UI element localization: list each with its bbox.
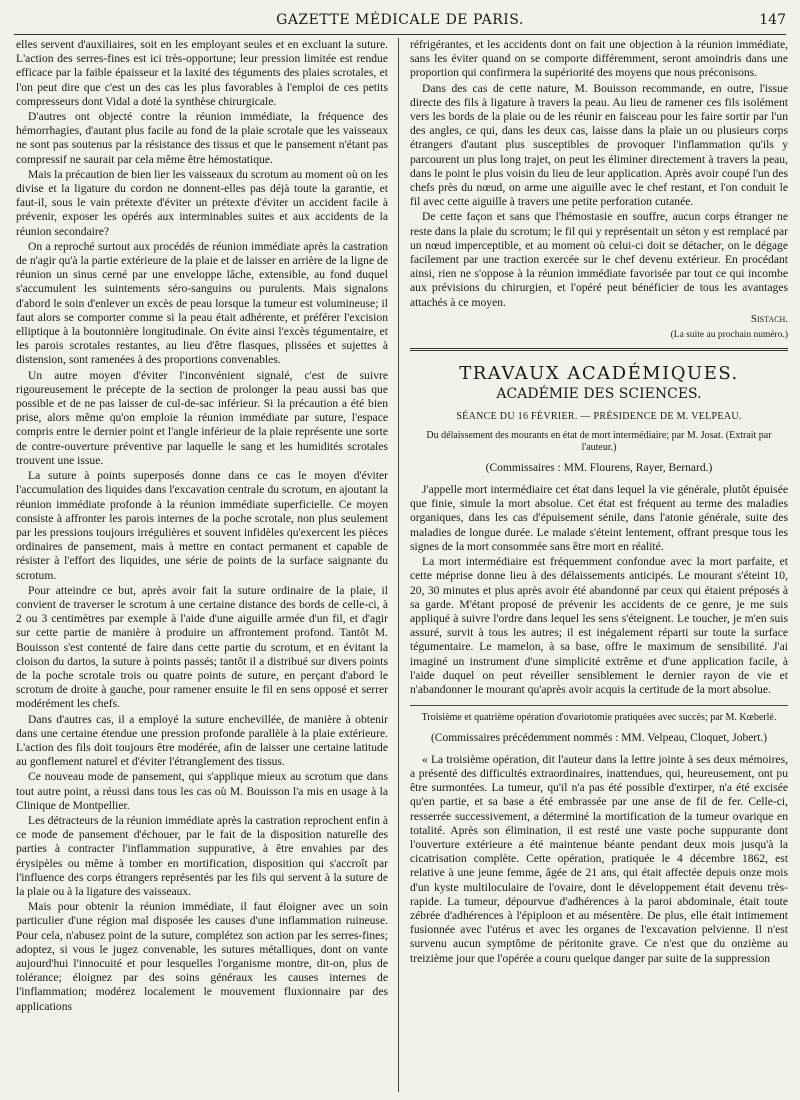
paragraph: « La troisième opération, dit l'auteur dans la lettre jointe à ses deux mémoires, a présenté des difficultés extraordinaires, inattendues, qui, heureusement, ont pu être surmontées. La tumeur, qu'il n'a pas été possible d'extirper, n'a été excisée qu'en partie, et sa base a été embrassée par une anse de fil de fer. Celle-ci, resserrée successivement, a déterminé la mortification de la tumeur ovarique en totalité. Après son élimination, il est resté une vaste poche suppurante dont l'ouverture extérieure a été maintenue béante pendant deux mois jusqu'à la cicatrisation complète. Cette opération, pratiquée le 4 décembre 1862, est relative à une jeune femme, âgée de 21 ans, qui était affectée depuis onze mois d'un kyste multiloculaire de l'ovaire, dont le développement était devenu très-rapide. La tumeur, dépourvue d'adhérences à la paroi abdominale, était toute zébrée d'adhérences à l'épiploon et au mésentère. De plus, elle était intimement fusionnée avec l'utérus et avec les organes de l'excavation pelvienne. Il n'est survenu aucun symptôme de péritonite grave. Ce n'est que du onzième au treizième jour que l'opérée a couru quelque danger par suite de la suppression	[410, 752, 788, 965]
author-signature: Sistach.	[750, 312, 788, 325]
paragraph: J'appelle mort intermédiaire cet état dans lequel la vie générale, plutôt épuisée que finie, simule la mort absolue. Cet état est fréquent au terme des maladies organiques, dans les cas d'épuisement sénile, dans l'atonie générale, suite des maladies de longue durée. Le malade s'éteint lentement, offrant presque tous les signes de la mort consommée sans être mort en réalité.	[410, 483, 788, 553]
paragraph: La suture à points superposés donne dans ce cas le moyen d'éviter l'accumulation des liquides dans l'excavation centrale du scrotum, en ajoutant la réunion immédiate profonde à la réunion immédiate superficielle. Ce moyen consiste à affronter les parois internes de la poche scrotale, non plus seulement par les pressions toujours irrégulières et souvent infidèles qu'exercent les pièces ordinaires de pansement, mais à mettre en contact permanent et capable de résister à l'effort des liquides, une série de points de la surface saignante du scrotum.	[16, 469, 388, 582]
paragraph: La mort intermédiaire est fréquemment confondue avec la mort parfaite, et cette méprise donne lieu à des délaissements anticipés. Le mourant s'éteint 10, 20, 30 minutes et plus après avoir été abandonné par ceux qui étaient préposés à sa garde. M'étant proposé de prévenir les accidents de ce genre, je me suis appliqué à suivre l'ordre dans lequel les sens s'éteignent. Le toucher, je m'en suis assuré, survit à tous les autres; il est inégalement réparti sur toute la surface tégumentaire. Le mamelon, à sa base, offre le maximum de sensibilité. J'ai imaginé un instrument d'une simplicité extrême et d'une application facile, à l'aide duquel on peut réveiller sensiblement le dernier rayon de vie et n'abandonner le mourant qu'après avoir acquis la certitude de la mort absolue.	[410, 555, 788, 696]
section-title: TRAVAUX ACADÉMIQUES.	[459, 363, 739, 385]
paragraph: Dans d'autres cas, il a employé la suture enchevillée, de manière à obtenir dans une certaine étendue une pression profonde parallèle à la plaie extérieure. L'action des fils doit toujours être modérée, afin de laisser une certaine latitude au gonflement naturel et d'éviter l'étranglement des tissus.	[16, 712, 388, 769]
commission-line: (Commissaires précédemment nommés : MM. Velpeau, Cloquet, Jobert.)	[430, 731, 768, 744]
page-header	[14, 10, 786, 35]
journal-title: GAZETTE MÉDICALE DE PARIS.	[276, 12, 524, 28]
continuation-note: (La suite au prochain numéro.)	[670, 330, 788, 341]
memoir-separator	[410, 705, 788, 706]
paragraph: Pour atteindre ce but, après avoir fait la suture ordinaire de la plaie, il convient de traverser le scrotum à une certaine distance des bords de celle-ci, à 2 ou 3 centimètres par exemple à l'aide d'une aiguille armée d'un fil, et d'agir sur cette partie de manière à produire un affrontement profond. Tantôt M. Bouisson s'est contenté de faire dans cette partie du scrotum, et en évitant la cloison du dartos, la suture à points passés; tantôt il a distribué sur divers points de la poche scrotale trois ou quatre points de suture, en perçant d'abord le scrotum de droite à gauche, pour ramener ensuite le fil en sens opposé et serrer modérément les chefs.	[16, 583, 388, 711]
paragraph: De cette façon et sans que l'hémostasie en souffre, aucun corps étranger ne reste dans la plaie du scrotum; le fil qui y représentait un séton y est remplacé par un nœud imperceptible, et au moment où celui-ci doit se détacher, on le dégage facilement par une traction exercée sur le chef devenu extérieur. En procédant ainsi, rien ne s'oppose à la réunion immédiate favorisée par tout ce qui incombe aux prévisions du chirurgien, et l'opéré peut bénéficier de tous les avantages attachés à ce moyen.	[410, 210, 788, 309]
memoir-title: Troisième et quatrième opération d'ovariotomie pratiquées avec succès; par M. Kœberlé.	[421, 712, 777, 724]
paragraph: Mais la précaution de bien lier les vaisseaux du scrotum au moment où on les divise et la ligature du cordon ne donnent-elles pas déjà toute la garantie, et faut-il, sous le vain prétexte d'éviter un prétexte d'éviter un accident facile à prévenir, exposer les opérés aux interminables suites et aux accidents de la réunion secondaire?	[16, 167, 388, 238]
seance-line: SÉANCE DU 16 FÉVRIER. — PRÉSIDENCE DE M. VELPEAU.	[456, 410, 742, 422]
memoir-title: Du délaissement des mourants en état de mort intermédiaire; par M. Josat. (Extrait par l'auteur.)	[426, 429, 772, 454]
paragraph: elles servent d'auxiliaires, soit en les employant seules et en excluant la suture. L'action des serres-fines est ici très-opportune; leur pression limitée est rendue efficace par la faible épaisseur et la laxité des téguments des plaies scrotales, et l'on peut dire que c'est un des cas les plus favorables à l'emploi de ces petits compresseurs dont Vidal a doté la synthèse chirurgicale.	[16, 38, 388, 108]
paragraph: réfrigérantes, et les accidents dont on fait une objection à la réunion immédiate, sans les éviter quand on se comporte différemment, seront amoindris dans une proportion qui confirmera la supériorité des moyens que nous préconisons.	[410, 38, 788, 80]
right-column	[410, 38, 788, 1092]
paragraph: D'autres ont objecté contre la réunion immédiate, la fréquence des hémorrhagies, d'autant plus facile au fond de la plaie scrotale que les vaisseaux ne sont pas soutenus par la résistance des tissus et que le pansement n'étant pas compressif ne saurait par cela même être hémostatique.	[16, 110, 388, 166]
section-subtitle: ACADÉMIE DES SCIENCES.	[496, 386, 702, 403]
paragraph: On a reproché surtout aux procédés de réunion immédiate après la castration de n'agir qu'à la partie extérieure de la plaie et de laisser en arrière de la ligne de réunion un sinus cerné par une enveloppe lâche, extensible, au fond duquel s'accumulent les suintements séro-sanguins ou purulents. Mais signalons d'abord le soin d'enlever un excès de peau lorsque la tumeur est volumineuse; il faut alors se comporter comme si la peau était adhérente, et préférer l'excision elliptique à la boutonnière longitudinale. On évite ainsi l'excès tégumentaire, et les parois scrotales restantes, au lieu d'être flasques, plissées et sujettes à distension, sont ramenées à des proportions convenables.	[16, 239, 388, 367]
paragraph: Ce nouveau mode de pansement, qui s'applique mieux au scrotum que dans tout autre point, a réussi dans tous les cas où M. Bouisson l'a mis en usage à la Clinique de Montpellier.	[16, 770, 388, 812]
column-divider	[398, 38, 399, 1092]
paragraph: Un autre moyen d'éviter l'inconvénient signalé, c'est de suivre rigoureusement le précepte de la section de prolonger la peau aussi bas que possible et de ne pas laisser de cul-de-sac inférieur. Si la précaution a été bien prise, alors même qu'on emploie la réunion immédiate par suture, l'espace compris entre le dernier point et l'angle inférieur de la plaie représente une sorte de contre-ouverture préventive par laquelle le sang et les humidités scrotales trouvent une issue.	[16, 368, 388, 467]
paragraph: Les détracteurs de la réunion immédiate après la castration reprochent enfin à ce mode de pansement d'échouer, par le fait de la disposition naturelle des parties à contracter l'inflammation suppurative, à être envahies par des érysipèles ou même à tomber en mortification, disposition qui s'accroît par l'influence des corps étrangers représentés par les fils qui servent à la suture de la plaie ou à la ligature des vaisseaux.	[16, 813, 388, 898]
left-column	[16, 38, 388, 1092]
paragraph: Dans des cas de cette nature, M. Bouisson recommande, en outre, l'issue directe des fils à ligature à travers la peau. Au lieu de ramener ces fils isolément vers les bords de la plaie ou de les réunir en faisceau pour les faire sortir par l'un des angles, ce qui, dans les deux cas, laisse dans la plaie un ou plusieurs corps étrangers d'autant plus susceptibles de provoquer l'inflammation qu'ils y parcourent un plus long trajet, on peut les éliminer directement à travers la peau, dans le point le plus voisin du lieu de leur application. Après avoir coupé l'un des chefs près du nœud, on arme une aiguille avec le chef restant, et l'on conduit le fil avec cette aiguille à travers une petite perforation cutanée.	[410, 81, 788, 209]
section-rule	[410, 348, 788, 351]
page-number: 147	[759, 12, 786, 28]
commission-line: (Commissaires : MM. Flourens, Rayer, Bernard.)	[485, 461, 713, 474]
paragraph: Mais pour obtenir la réunion immédiate, il faut éloigner avec un soin particulier d'une région mal disposée les causes d'une inflammation ruineuse. Pour cela, n'abusez point de la suture, complétez son action par les serres-fines; adoptez, si vous le jugez convenable, les sutures métalliques, dont on vante aujourd'hui l'innocuité et pour lesquelles l'organisme montre, dit-on, plus de tolérance; éloignez par des soins généraux les causes internes de l'inflammation; modérez localement le mouvement fluxionnaire par des applications	[16, 900, 388, 1013]
